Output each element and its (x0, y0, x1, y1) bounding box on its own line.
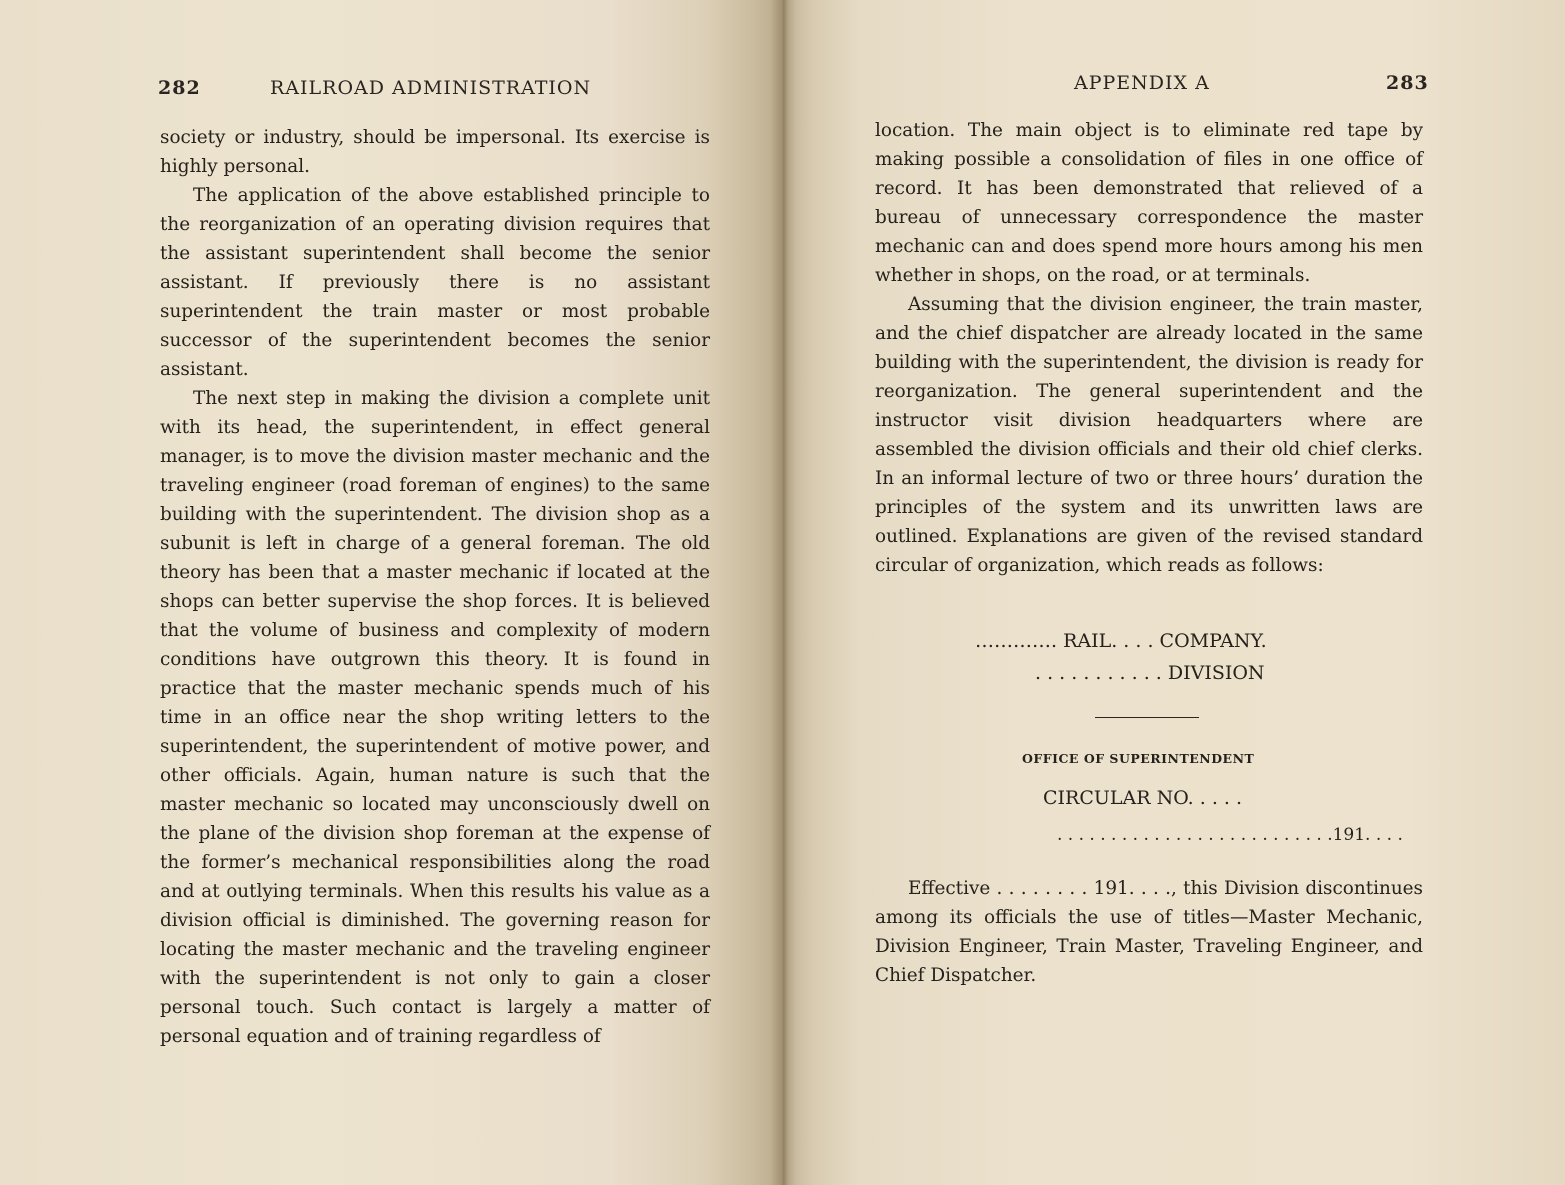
right-page (782, 0, 1565, 1185)
left-body-text (160, 123, 710, 1051)
circular-date-line: . . . . . . . . . . . . . . . . . . . . . . . . . .191. . . . (1057, 825, 1403, 845)
effective-paragraph: Effective . . . . . . . . 191. . . ., this Division discontinues among its officials the use of titles—Master Mechanic, Division Engineer, Train Master, Traveling Engineer, and Chief Dispatcher. (875, 878, 1423, 986)
right-page-number: 283 (1386, 72, 1429, 94)
book-gutter (770, 0, 796, 1185)
circular-number-line: CIRCULAR NO. . . . . (1043, 787, 1243, 809)
right-paragraph-2: Assuming that the division engineer, the train master, and the chief dispatcher are already located in the same building with the superintendent, the division is ready for reorganization. The general superintendent and the instructor visit division headquarters where are assembled the division officials and their old chief clerks. In an informal lecture of two or three hours’ duration the principles of the system and its unwritten laws are outlined. Explanations are given of the revised standard circular of organization, which reads as follows: (875, 294, 1423, 576)
right-body-text (875, 116, 1423, 580)
circular-office-line: OFFICE OF SUPERINTENDENT (1022, 751, 1255, 766)
right-running-head: APPENDIX A (1074, 72, 1210, 94)
left-paragraph-3: The next step in making the division a complete unit with its head, the superintendent, in effect general manager, is to move the division master mechanic and the traveling engineer (road foreman of engines) to the same building with the superintendent. The division shop as a subunit is left in charge of a general foreman. The old theory has been that a master mechanic if located at the shops can better supervise the shop forces. It is believed that the volume of business and complexity of modern conditions have outgrown this theory. It is found in practice that the master mechanic spends much of his time in an office near the shop writing letters to the superintendent, the superintendent of motive power, and other officials. Again, human nature is such that the master mechanic so located may unconsciously dwell on the plane of the division shop foreman at the expense of the former’s mechanical responsibilities along the road and at outlying terminals. When this results his value as a division official is diminished. The governing reason for locating the master mechanic and the traveling engineer with the superintendent is not only to gain a closer personal touch. Such contact is largely a matter of personal equation and of training regardless of (160, 388, 710, 1047)
right-paragraph-1: location. The main object is to eliminate red tape by making possible a consolidation of files in one office of record. It has been demonstrated that relieved of a bureau of unnecessary correspondence the master mechanic can and does spend more hours among his men whether in shops, on the road, or at terminals. (875, 120, 1423, 286)
circular-company-line: …………. RAIL. . . . COMPANY. (975, 630, 1267, 652)
left-paragraph-2: The application of the above established principle to the reorganization of an operating division requires that the assistant superintendent shall become the senior assistant. If previously there is no assistant superintendent the train master or most probable successor of the superintendent becomes the senior assistant. (160, 185, 710, 380)
left-page (0, 0, 782, 1185)
circular-divider (1095, 717, 1199, 718)
circular-effective-paragraph (875, 874, 1423, 990)
left-running-head: RAILROAD ADMINISTRATION (270, 77, 592, 99)
left-paragraph-1: society or industry, should be impersonal. Its exercise is highly personal. (160, 127, 710, 177)
left-page-number: 282 (158, 77, 201, 99)
circular-division-line: . . . . . . . . . . . DIVISION (1035, 662, 1265, 684)
